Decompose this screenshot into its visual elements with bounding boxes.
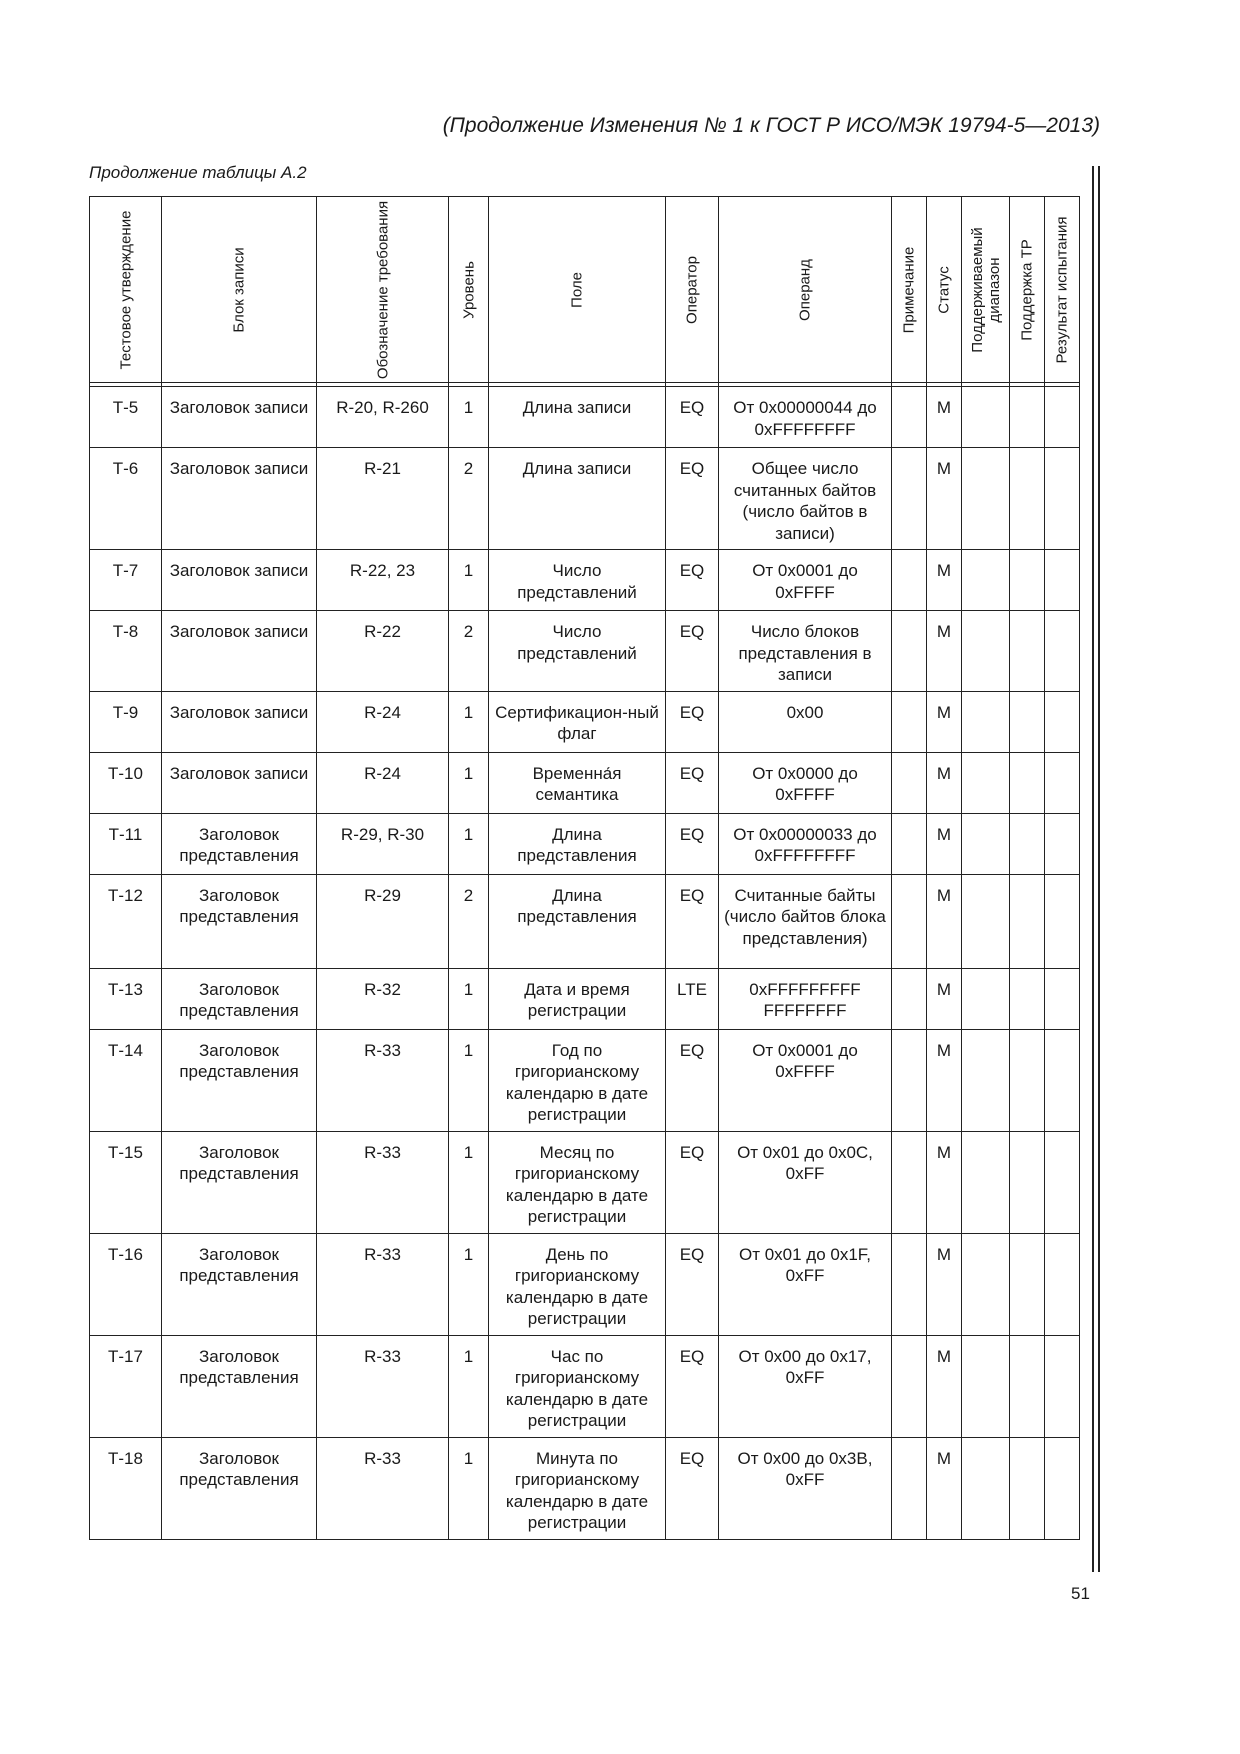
table-row: [90, 448, 1080, 550]
cell-note: [892, 611, 927, 692]
cell-level: 1: [449, 1437, 489, 1539]
cell-status: M: [927, 1131, 962, 1233]
table-row: [90, 611, 1080, 692]
col-header: Результат испытания: [1045, 197, 1080, 383]
cell-status: M: [927, 813, 962, 874]
cell-id: Т-16: [90, 1233, 162, 1335]
cell-empty: [962, 1029, 1010, 1131]
table-row: [90, 1131, 1080, 1233]
cell-status: M: [927, 691, 962, 752]
cell-note: [892, 874, 927, 968]
cell-empty: [1010, 1233, 1045, 1335]
cell-req: R-24: [317, 691, 449, 752]
cell-op: EQ: [666, 752, 719, 813]
header-row: [90, 197, 1080, 383]
cell-op: EQ: [666, 1335, 719, 1437]
cell-status: M: [927, 387, 962, 448]
cell-note: [892, 550, 927, 611]
running-header: (Продолжение Изменения № 1 к ГОСТ Р ИСО/МЭК 19794-5—2013): [442, 114, 1100, 137]
cell-field: Год по григорианскому календарю в дате регистрации: [489, 1029, 666, 1131]
cell-empty: [1010, 752, 1045, 813]
cell-field: День по григорианскому календарю в дате регистрации: [489, 1233, 666, 1335]
cell-operand: От 0x00000044 до 0xFFFFFFFF: [719, 387, 892, 448]
cell-level: 1: [449, 752, 489, 813]
cell-op: EQ: [666, 1029, 719, 1131]
cell-block: Заголовок представления: [162, 813, 317, 874]
cell-empty: [1045, 968, 1080, 1029]
cell-note: [892, 1437, 927, 1539]
cell-status: M: [927, 1335, 962, 1437]
cell-field: Длина записи: [489, 448, 666, 550]
cell-level: 2: [449, 448, 489, 550]
cell-empty: [1045, 874, 1080, 968]
cell-level: 1: [449, 968, 489, 1029]
cell-op: EQ: [666, 550, 719, 611]
cell-block: Заголовок записи: [162, 691, 317, 752]
table-body: [90, 387, 1080, 1540]
cell-note: [892, 387, 927, 448]
cell-note: [892, 813, 927, 874]
cell-empty: [962, 1233, 1010, 1335]
cell-status: M: [927, 611, 962, 692]
cell-req: R-20, R-260: [317, 387, 449, 448]
cell-operand: От 0x00 до 0x17, 0xFF: [719, 1335, 892, 1437]
cell-operand: Число блоков представления в записи: [719, 611, 892, 692]
cell-level: 1: [449, 813, 489, 874]
cell-empty: [962, 387, 1010, 448]
cell-operand: От 0x0001 до 0xFFFF: [719, 550, 892, 611]
cell-block: Заголовок представления: [162, 1437, 317, 1539]
cell-field: Временна́я семантика: [489, 752, 666, 813]
cell-id: Т-10: [90, 752, 162, 813]
cell-field: Число представлений: [489, 611, 666, 692]
cell-operand: От 0x0000 до 0xFFFF: [719, 752, 892, 813]
cell-req: R-33: [317, 1335, 449, 1437]
cell-operand: Общее число считанных байтов (число байтов в записи): [719, 448, 892, 550]
cell-level: 1: [449, 550, 489, 611]
cell-block: Заголовок представления: [162, 874, 317, 968]
cell-id: Т-6: [90, 448, 162, 550]
col-header: Поле: [489, 197, 666, 383]
cell-id: Т-5: [90, 387, 162, 448]
cell-note: [892, 1233, 927, 1335]
cell-note: [892, 968, 927, 1029]
cell-req: R-22: [317, 611, 449, 692]
cell-field: Час по григорианскому календарю в дате регистрации: [489, 1335, 666, 1437]
cell-level: 2: [449, 874, 489, 968]
cell-block: Заголовок представления: [162, 1131, 317, 1233]
cell-empty: [1045, 1233, 1080, 1335]
cell-empty: [1045, 1131, 1080, 1233]
table-row: [90, 1437, 1080, 1539]
cell-id: Т-15: [90, 1131, 162, 1233]
table-row: [90, 752, 1080, 813]
cell-status: M: [927, 968, 962, 1029]
cell-block: Заголовок представления: [162, 1233, 317, 1335]
cell-empty: [962, 550, 1010, 611]
col-header: Уровень: [449, 197, 489, 383]
cell-empty: [962, 448, 1010, 550]
cell-req: R-21: [317, 448, 449, 550]
cell-block: Заголовок записи: [162, 611, 317, 692]
cell-operand: От 0x01 до 0x0C, 0xFF: [719, 1131, 892, 1233]
cell-level: 1: [449, 1131, 489, 1233]
cell-level: 1: [449, 1335, 489, 1437]
cell-status: M: [927, 1233, 962, 1335]
cell-field: Длина представления: [489, 874, 666, 968]
cell-block: Заголовок записи: [162, 387, 317, 448]
col-header: Примечание: [892, 197, 927, 383]
col-header: Оператор: [666, 197, 719, 383]
cell-field: Длина записи: [489, 387, 666, 448]
cell-field: Длина представления: [489, 813, 666, 874]
cell-req: R-29: [317, 874, 449, 968]
cell-id: Т-17: [90, 1335, 162, 1437]
cell-level: 2: [449, 611, 489, 692]
cell-level: 1: [449, 387, 489, 448]
cell-block: Заголовок представления: [162, 1029, 317, 1131]
cell-note: [892, 1335, 927, 1437]
cell-empty: [962, 1335, 1010, 1437]
cell-level: 1: [449, 1233, 489, 1335]
cell-req: R-33: [317, 1437, 449, 1539]
cell-status: M: [927, 550, 962, 611]
cell-empty: [962, 874, 1010, 968]
cell-empty: [1045, 448, 1080, 550]
cell-id: Т-18: [90, 1437, 162, 1539]
cell-empty: [1045, 1335, 1080, 1437]
cell-operand: От 0x01 до 0x1F, 0xFF: [719, 1233, 892, 1335]
col-header: Статус: [927, 197, 962, 383]
cell-block: Заголовок представления: [162, 1335, 317, 1437]
cell-op: EQ: [666, 448, 719, 550]
col-header: Операнд: [719, 197, 892, 383]
cell-req: R-33: [317, 1029, 449, 1131]
cell-block: Заголовок представления: [162, 968, 317, 1029]
cell-req: R-33: [317, 1233, 449, 1335]
cell-operand: От 0x00 до 0x3B, 0xFF: [719, 1437, 892, 1539]
table-row: [90, 691, 1080, 752]
cell-op: EQ: [666, 1131, 719, 1233]
cell-empty: [1010, 1335, 1045, 1437]
table-row: [90, 1029, 1080, 1131]
cell-operand: 0xFFFFFFFFF FFFFFFFF: [719, 968, 892, 1029]
cell-operand: 0x00: [719, 691, 892, 752]
cell-op: EQ: [666, 874, 719, 968]
cell-status: M: [927, 448, 962, 550]
cell-op: EQ: [666, 813, 719, 874]
cell-op: EQ: [666, 1233, 719, 1335]
cell-op: LTE: [666, 968, 719, 1029]
cell-id: Т-9: [90, 691, 162, 752]
cell-req: R-24: [317, 752, 449, 813]
margin-rule: [1092, 166, 1094, 1572]
cell-field: Сертификацион-ный флаг: [489, 691, 666, 752]
cell-note: [892, 691, 927, 752]
cell-operand: От 0x00000033 до 0xFFFFFFFF: [719, 813, 892, 874]
cell-field: Месяц по григорианскому календарю в дате регистрации: [489, 1131, 666, 1233]
cell-block: Заголовок записи: [162, 752, 317, 813]
cell-empty: [1045, 691, 1080, 752]
cell-empty: [1045, 550, 1080, 611]
cell-empty: [962, 813, 1010, 874]
cell-id: Т-14: [90, 1029, 162, 1131]
table-row: [90, 387, 1080, 448]
cell-empty: [1045, 611, 1080, 692]
cell-empty: [962, 611, 1010, 692]
cell-level: 1: [449, 1029, 489, 1131]
cell-op: EQ: [666, 611, 719, 692]
col-header: Поддержка ТР: [1010, 197, 1045, 383]
cell-op: EQ: [666, 387, 719, 448]
table-caption: Продолжение таблицы А.2: [89, 163, 307, 182]
cell-req: R-29, R-30: [317, 813, 449, 874]
cell-empty: [1010, 1437, 1045, 1539]
cell-id: Т-7: [90, 550, 162, 611]
cell-empty: [1045, 752, 1080, 813]
cell-status: M: [927, 1437, 962, 1539]
cell-field: Число представлений: [489, 550, 666, 611]
cell-note: [892, 1029, 927, 1131]
cell-note: [892, 1131, 927, 1233]
cell-empty: [962, 1131, 1010, 1233]
cell-empty: [1010, 448, 1045, 550]
page-number: 51: [1071, 1584, 1090, 1603]
margin-rule: [1098, 166, 1100, 1572]
cell-op: EQ: [666, 1437, 719, 1539]
cell-operand: От 0x0001 до 0xFFFF: [719, 1029, 892, 1131]
cell-field: Дата и время регистрации: [489, 968, 666, 1029]
table-row: [90, 874, 1080, 968]
cell-field: Минута по григорианскому календарю в дате регистрации: [489, 1437, 666, 1539]
cell-empty: [1010, 813, 1045, 874]
table-row: [90, 1335, 1080, 1437]
cell-status: M: [927, 752, 962, 813]
table-row: [90, 550, 1080, 611]
cell-empty: [1010, 550, 1045, 611]
cell-empty: [1010, 611, 1045, 692]
cell-empty: [962, 752, 1010, 813]
cell-req: R-22, 23: [317, 550, 449, 611]
col-header: Тестовое утверждение: [90, 197, 162, 383]
cell-empty: [962, 1437, 1010, 1539]
cell-empty: [1010, 691, 1045, 752]
cell-block: Заголовок записи: [162, 448, 317, 550]
table-row: [90, 813, 1080, 874]
cell-empty: [1010, 1029, 1045, 1131]
table-row: [90, 968, 1080, 1029]
conformance-table: [89, 196, 1080, 1540]
cell-empty: [1045, 387, 1080, 448]
cell-empty: [1010, 968, 1045, 1029]
cell-level: 1: [449, 691, 489, 752]
col-header: Обозначение требования: [317, 197, 449, 383]
cell-empty: [1045, 813, 1080, 874]
cell-id: Т-12: [90, 874, 162, 968]
cell-operand: Считанные байты (число байтов блока представления): [719, 874, 892, 968]
cell-req: R-33: [317, 1131, 449, 1233]
cell-op: EQ: [666, 691, 719, 752]
cell-empty: [1010, 387, 1045, 448]
table-row: [90, 1233, 1080, 1335]
cell-empty: [1010, 874, 1045, 968]
cell-empty: [1045, 1437, 1080, 1539]
cell-note: [892, 752, 927, 813]
cell-note: [892, 448, 927, 550]
cell-empty: [962, 691, 1010, 752]
cell-block: Заголовок записи: [162, 550, 317, 611]
col-header: Поддерживаемый диапазон: [962, 197, 1010, 383]
cell-status: M: [927, 1029, 962, 1131]
cell-empty: [1045, 1029, 1080, 1131]
cell-empty: [1010, 1131, 1045, 1233]
cell-id: Т-8: [90, 611, 162, 692]
cell-status: M: [927, 874, 962, 968]
cell-req: R-32: [317, 968, 449, 1029]
col-header: Блок записи: [162, 197, 317, 383]
cell-empty: [962, 968, 1010, 1029]
cell-id: Т-13: [90, 968, 162, 1029]
cell-id: Т-11: [90, 813, 162, 874]
